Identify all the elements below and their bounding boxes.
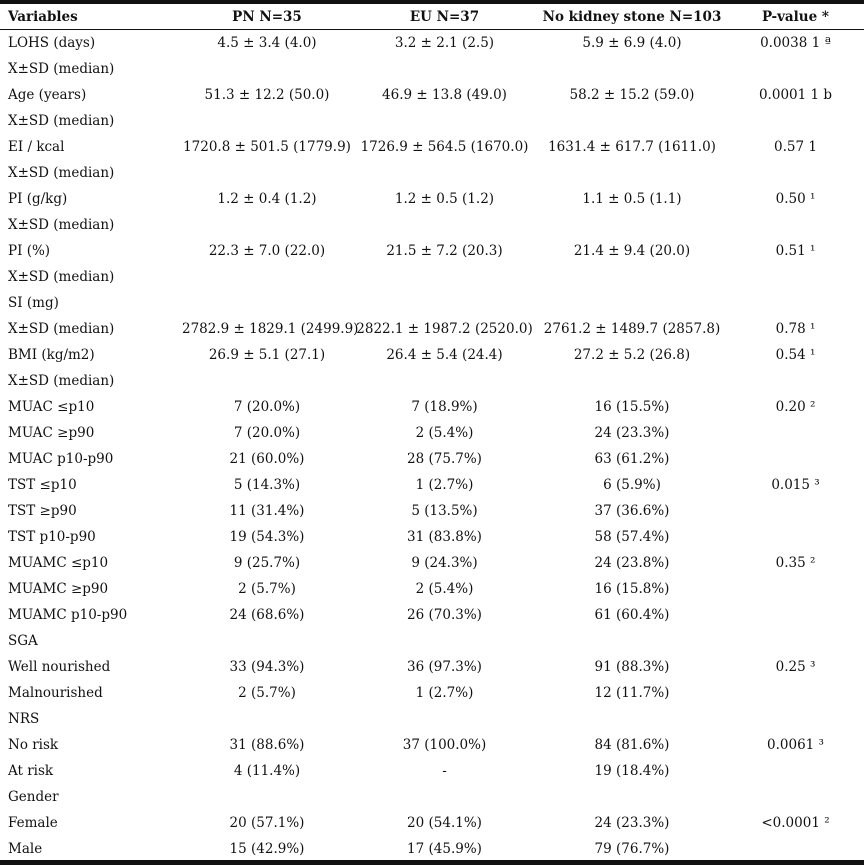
pn-cell: 2 (5.7%) (238, 685, 296, 701)
table-row (0, 186, 864, 212)
pn-cell: 33 (94.3%) (229, 659, 305, 675)
eu-cell: 28 (75.7%) (407, 451, 482, 467)
variable-cell: X±SD (median) (8, 373, 115, 389)
pn-cell: 24 (68.6%) (229, 607, 305, 623)
no-stone-cell: 84 (81.6%) (594, 737, 670, 753)
pn-cell: 31 (88.6%) (229, 737, 305, 753)
variable-cell: PI (%) (8, 243, 51, 259)
pn-cell: 1720.8 ± 501.5 (1779.9) (183, 139, 351, 155)
table-row (0, 784, 864, 810)
p-value-cell: 0.015 ³ (771, 477, 820, 493)
pn-cell: 7 (20.0%) (233, 399, 301, 415)
no-stone-cell: 19 (18.4%) (594, 763, 670, 779)
no-stone-cell: 27.2 ± 5.2 (26.8) (573, 347, 691, 363)
header-p-value: P-value * (762, 8, 829, 25)
table-row (0, 472, 864, 498)
eu-cell: 1.2 ± 0.5 (1.2) (394, 191, 495, 207)
no-stone-cell: 63 (61.2%) (594, 451, 670, 467)
eu-cell: 17 (45.9%) (407, 841, 482, 857)
table-row (0, 238, 864, 264)
variable-cell: MUAMC p10-p90 (8, 607, 128, 623)
eu-cell: 9 (24.3%) (411, 555, 478, 571)
variable-cell: X±SD (median) (8, 113, 115, 129)
table-row (0, 654, 864, 680)
variable-cell: LOHS (days) (8, 35, 96, 51)
pn-cell: 15 (42.9%) (229, 841, 305, 857)
eu-cell: 2 (5.4%) (415, 425, 474, 441)
p-value-cell: 0.20 ² (775, 399, 816, 415)
no-stone-cell: 2761.2 ± 1489.7 (2857.8) (543, 321, 721, 337)
eu-cell: 46.9 ± 13.8 (49.0) (382, 87, 507, 103)
table-row (0, 758, 864, 784)
variable-cell: Gender (8, 789, 59, 805)
p-value-cell: 0.35 ² (775, 555, 816, 571)
variable-cell: MUAMC ≤p10 (8, 555, 109, 571)
pn-cell: 1.2 ± 0.4 (1.2) (217, 191, 317, 207)
table-row (0, 368, 864, 394)
table-row (0, 212, 864, 238)
no-stone-cell: 24 (23.3%) (594, 425, 670, 441)
pn-cell: 7 (20.0%) (233, 425, 301, 441)
variable-cell: TST ≥p90 (8, 503, 77, 519)
header-no-kidney-stone: No kidney stone N=103 (542, 8, 722, 25)
eu-cell: 7 (18.9%) (411, 399, 478, 415)
pn-cell: 22.3 ± 7.0 (22.0) (208, 243, 326, 259)
pn-cell: 2782.9 ± 1829.1 (2499.9) (182, 321, 359, 337)
variable-cell: X±SD (median) (8, 321, 115, 337)
table-row (0, 810, 864, 836)
no-stone-cell: 37 (36.6%) (594, 503, 670, 519)
no-stone-cell: 21.4 ± 9.4 (20.0) (573, 243, 691, 259)
p-value-cell: 0.50 ¹ (775, 191, 816, 207)
pn-cell: 20 (57.1%) (229, 815, 305, 831)
no-stone-cell: 79 (76.7%) (594, 841, 670, 857)
table-row (0, 732, 864, 758)
variable-cell: Age (years) (8, 87, 87, 103)
p-value-cell: 0.0061 ³ (767, 737, 824, 753)
pn-cell: 19 (54.3%) (229, 529, 305, 545)
table-row (0, 706, 864, 732)
pn-cell: 5 (14.3%) (233, 477, 301, 493)
header-eu: EU N=37 (409, 8, 480, 25)
variable-cell: No risk (8, 737, 59, 753)
variable-cell: BMI (kg/m2) (8, 347, 95, 363)
table-row (0, 550, 864, 576)
no-stone-cell: 12 (11.7%) (594, 685, 670, 701)
no-stone-cell: 1.1 ± 0.5 (1.1) (582, 191, 682, 207)
no-stone-cell: 91 (88.3%) (594, 659, 670, 675)
table-row (0, 836, 864, 862)
table-row (0, 680, 864, 706)
bottom-rule (0, 860, 864, 865)
table-row (0, 56, 864, 82)
header-variables: Variables (8, 8, 78, 25)
table-row (0, 602, 864, 628)
eu-cell: 5 (13.5%) (411, 503, 478, 519)
no-stone-cell: 16 (15.8%) (594, 581, 670, 597)
p-value-cell: 0.51 ¹ (775, 243, 816, 259)
table-row (0, 160, 864, 186)
pn-cell: 26.9 ± 5.1 (27.1) (208, 347, 326, 363)
table-row (0, 524, 864, 550)
table-row (0, 316, 864, 342)
table-row (0, 420, 864, 446)
eu-cell: 1 (2.7%) (415, 477, 474, 493)
variable-cell: TST ≤p10 (8, 477, 77, 493)
pn-cell: 11 (31.4%) (229, 503, 305, 519)
eu-cell: - (442, 763, 447, 779)
variable-cell: MUAC p10-p90 (8, 451, 114, 467)
table-header (0, 4, 864, 30)
eu-cell: 1 (2.7%) (415, 685, 474, 701)
no-stone-cell: 24 (23.3%) (594, 815, 670, 831)
pn-cell: 51.3 ± 12.2 (50.0) (204, 87, 330, 103)
eu-cell: 21.5 ± 7.2 (20.3) (386, 243, 503, 259)
p-value-cell: 0.0038 1 ª (760, 35, 831, 51)
p-value-cell: 0.25 ³ (775, 659, 816, 675)
variable-cell: EI / kcal (8, 139, 65, 155)
variable-cell: At risk (8, 763, 54, 779)
table-row (0, 628, 864, 654)
eu-cell: 37 (100.0%) (402, 737, 487, 753)
variable-cell: MUAC ≥p90 (8, 425, 95, 441)
no-stone-cell: 58.2 ± 15.2 (59.0) (569, 87, 695, 103)
variable-cell: MUAC ≤p10 (8, 399, 95, 415)
eu-cell: 2822.1 ± 1987.2 (2520.0) (356, 321, 533, 337)
p-value-cell: <0.0001 ² (761, 815, 830, 831)
table-row (0, 30, 864, 56)
variable-cell: X±SD (median) (8, 61, 115, 77)
table-row (0, 264, 864, 290)
eu-cell: 26 (70.3%) (407, 607, 482, 623)
table-row (0, 498, 864, 524)
no-stone-cell: 5.9 ± 6.9 (4.0) (582, 35, 682, 51)
header-pn: PN N=35 (232, 8, 302, 25)
table-row (0, 134, 864, 160)
variable-cell: Malnourished (8, 685, 103, 701)
no-stone-cell: 61 (60.4%) (594, 607, 670, 623)
table-row (0, 446, 864, 472)
variable-cell: X±SD (median) (8, 269, 115, 285)
variable-cell: PI (g/kg) (8, 191, 68, 207)
variable-cell: NRS (8, 711, 40, 727)
table-row (0, 108, 864, 134)
p-value-cell: 0.54 ¹ (775, 347, 816, 363)
variable-cell: Well nourished (8, 659, 111, 675)
pn-cell: 9 (25.7%) (233, 555, 301, 571)
variable-cell: Female (8, 815, 58, 831)
variable-cell: SGA (8, 633, 38, 649)
variable-cell: SI (mg) (8, 295, 59, 311)
table-row (0, 82, 864, 108)
eu-cell: 26.4 ± 5.4 (24.4) (386, 347, 503, 363)
table-body (0, 30, 864, 862)
no-stone-cell: 6 (5.9%) (603, 477, 661, 493)
p-value-cell: 0.78 ¹ (775, 321, 816, 337)
variable-cell: Male (8, 841, 43, 857)
eu-cell: 36 (97.3%) (407, 659, 482, 675)
variable-cell: TST p10-p90 (8, 529, 96, 545)
table-row (0, 394, 864, 420)
eu-cell: 20 (54.1%) (407, 815, 482, 831)
table-row (0, 576, 864, 602)
variable-cell: X±SD (median) (8, 165, 115, 181)
pn-cell: 4.5 ± 3.4 (4.0) (217, 35, 317, 51)
p-value-cell: 0.0001 1 b (758, 87, 833, 103)
table-row (0, 290, 864, 316)
no-stone-cell: 1631.4 ± 617.7 (1611.0) (548, 139, 716, 155)
no-stone-cell: 58 (57.4%) (594, 529, 670, 545)
eu-cell: 31 (83.8%) (407, 529, 482, 545)
table-row (0, 342, 864, 368)
pn-cell: 4 (11.4%) (233, 763, 301, 779)
no-stone-cell: 24 (23.8%) (594, 555, 670, 571)
eu-cell: 2 (5.4%) (415, 581, 474, 597)
p-value-cell: 0.57 1 (774, 139, 817, 155)
variable-cell: X±SD (median) (8, 217, 115, 233)
pn-cell: 21 (60.0%) (229, 451, 305, 467)
no-stone-cell: 16 (15.5%) (594, 399, 670, 415)
variable-cell: MUAMC ≥p90 (8, 581, 109, 597)
pn-cell: 2 (5.7%) (238, 581, 296, 597)
eu-cell: 3.2 ± 2.1 (2.5) (394, 35, 495, 51)
eu-cell: 1726.9 ± 564.5 (1670.0) (360, 139, 529, 155)
